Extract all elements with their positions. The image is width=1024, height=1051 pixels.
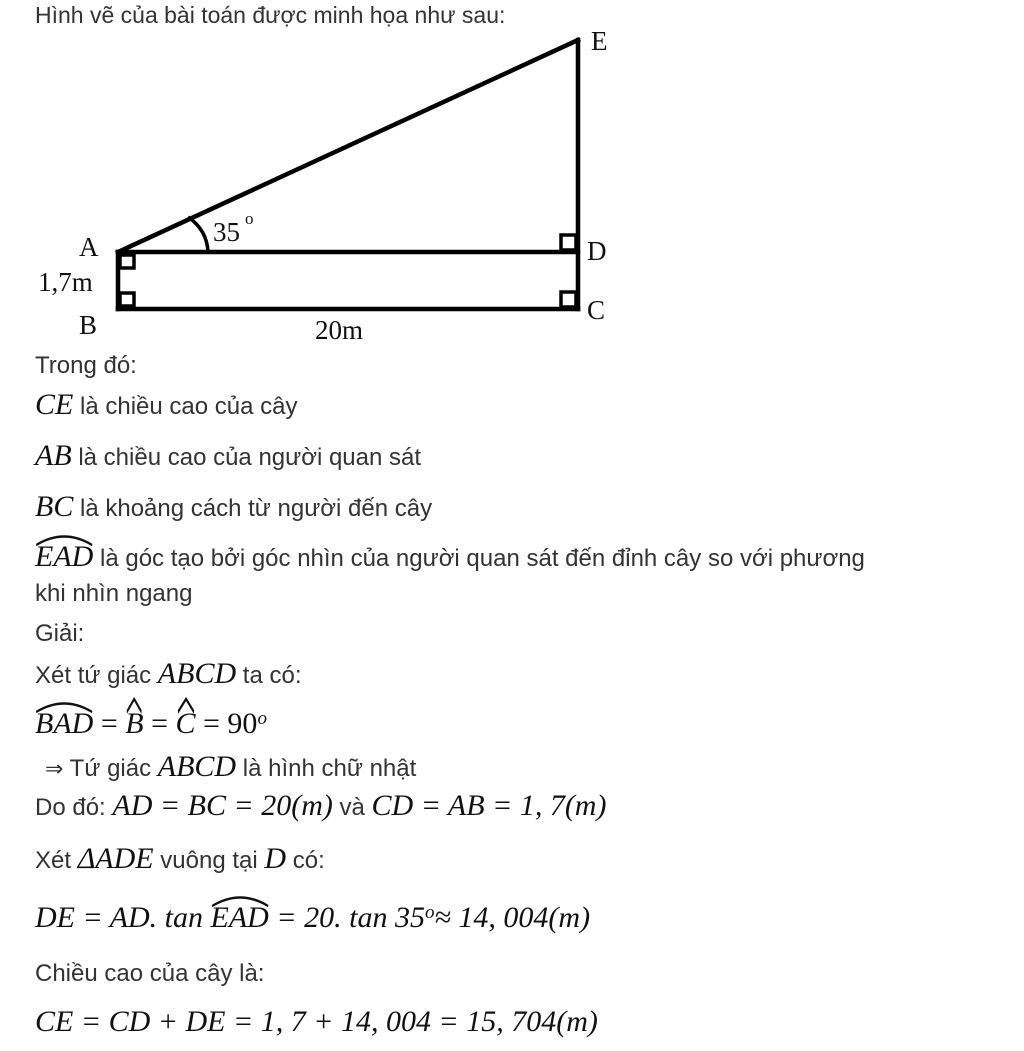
def-bc-text: là khoảng cách từ người đến cây xyxy=(73,495,433,522)
def-ce xyxy=(35,388,297,422)
step-1: Xét tứ giác ABCD ta có: xyxy=(35,657,302,690)
step-5: Xét ΔADE vuông tại D có: xyxy=(35,842,325,875)
label-angle: 35 xyxy=(213,217,240,247)
def-ce-text: là chiều cao của cây xyxy=(73,393,298,420)
def-ead-text-cont: khi nhìn ngang xyxy=(35,580,193,607)
step-6: DE = AD. tan EAD = 20. $\tan 35^o\approx 14$, 004(m) xyxy=(35,901,590,935)
label-angle-degree: o xyxy=(245,209,254,228)
step-8: CE = CD + DE = 1, 7 + 14, 004 = 15, 704(m) xyxy=(35,1005,598,1038)
label-c: C xyxy=(587,295,606,325)
right-angle-d xyxy=(561,235,576,250)
geometry-figure xyxy=(0,0,1024,350)
angle-arc xyxy=(188,217,208,252)
segment-ae xyxy=(118,40,578,252)
right-angle-c xyxy=(561,292,576,307)
right-angle-b xyxy=(120,293,134,306)
def-ead-text: là góc tạo bởi góc nhìn của người quan sát đến đỉnh cây so với phương xyxy=(93,545,865,572)
def-ead-symbol: EAD xyxy=(35,540,93,574)
trong-do-text: Trong đó: xyxy=(35,352,137,379)
def-bc-symbol: BC xyxy=(35,490,74,523)
intro-text: Hình vẽ của bài toán được minh họa như sau: xyxy=(35,2,506,28)
label-height: 1,7m xyxy=(38,267,93,297)
giai-heading: Giải: xyxy=(35,620,85,647)
label-a: A xyxy=(79,232,99,262)
label-d: D xyxy=(587,236,607,266)
step-3: ⇒ Tứ giác ABCD là hình chữ nhật xyxy=(45,750,417,783)
def-ead xyxy=(35,540,865,574)
step-7: Chiều cao của cây là: xyxy=(35,960,265,987)
step-2: BAD = B = C = $90^o$ xyxy=(35,707,267,741)
label-b: B xyxy=(79,310,98,340)
def-ab-text: là chiều cao của người quan sát xyxy=(71,444,422,471)
def-ab-symbol: AB xyxy=(35,439,72,472)
step-4: Do đó: AD = BC = 20(m) và CD = AB = 1, 7(m) xyxy=(35,789,607,822)
def-ce-symbol: CE xyxy=(35,388,74,421)
def-bc xyxy=(35,490,432,524)
label-e: E xyxy=(591,26,608,56)
right-angle-a xyxy=(120,255,134,268)
label-distance: 20m xyxy=(315,315,364,345)
def-ab xyxy=(35,439,421,473)
